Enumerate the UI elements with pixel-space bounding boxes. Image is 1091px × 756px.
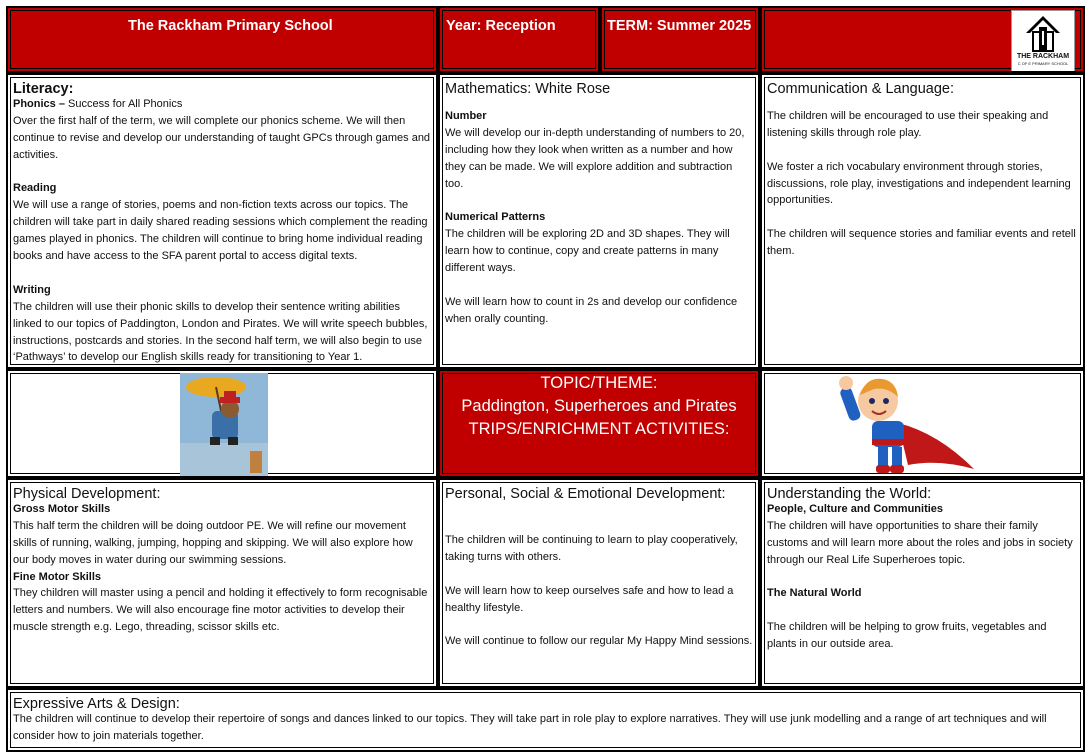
people-text: The children will have opportunities to share their family customs and will learn more about the roles and jobs in society through our Real Life Superheroes topic. bbox=[767, 519, 1073, 566]
topic-theme: Paddington, Superheroes and Pirates bbox=[461, 397, 737, 415]
psed-para-3: We will continue to follow our regular My Happy Mind sessions. bbox=[445, 635, 753, 648]
phonics-label: Phonics – bbox=[13, 97, 65, 110]
people-heading: People, Culture and Communities bbox=[767, 502, 944, 515]
reading-heading: Reading bbox=[13, 182, 57, 195]
paddington-bear-icon bbox=[180, 373, 268, 477]
writing-heading: Writing bbox=[13, 283, 51, 296]
school-logo bbox=[1011, 10, 1075, 73]
world-title: Understanding the World: bbox=[767, 486, 932, 502]
psed-title: Personal, Social & Emotional Development: bbox=[445, 486, 726, 502]
psed-para-2: We will learn how to keep ourselves safe and how to lead a healthy lifestyle. bbox=[445, 584, 734, 614]
natural-text: The children will be helping to grow fruits, vegetables and plants in our outside area. bbox=[767, 621, 1047, 651]
school-name: The Rackham Primary School bbox=[128, 18, 333, 34]
trips-heading: TRIPS/ENRICHMENT ACTIVITIES: bbox=[468, 420, 730, 438]
header-year-cell bbox=[438, 6, 600, 73]
year-label: Year: Reception bbox=[446, 18, 556, 34]
arts-cell bbox=[6, 688, 1085, 752]
world-cell bbox=[760, 478, 1085, 688]
literacy-title: Literacy: bbox=[13, 81, 74, 97]
reading-text: We will use a range of stories, poems and non-fiction texts across our topics. The children will take part in daily shared reading sessions which complement the reading games played in phonics. The children will continue to bring home individual reading books and have access to the SFA parent portal to access digital texts. bbox=[13, 199, 428, 263]
header-logo-cell bbox=[760, 6, 1085, 73]
writing-text: The children will use their phonic skills to develop their sentence writing abilities linked to our topics of Paddington, London and Pirates. We will write speech bubbles, instructions, postcards and stories. In the second half term, we will also begin to use ‘Pathways’ to develop our English skills ready for transitioning to Year 1. bbox=[13, 300, 428, 364]
communication-cell bbox=[760, 73, 1085, 369]
number-text: We will develop our in-depth understanding of numbers to 20, including how they look when written as a number and how they can be made. We will explore addition and subtraction too. bbox=[445, 126, 745, 190]
fine-motor-text: They children will master using a pencil and holding it effectively to form recognisable letters and numbers. We will also encourage fine motor activities to develop their muscle strength e.g. Lego, threading, scissor skills etc. bbox=[13, 587, 428, 634]
communication-para-3: The children will sequence stories and familiar events and retell them. bbox=[767, 228, 1076, 258]
physical-cell bbox=[6, 478, 438, 688]
logo-name: THE RACKHAM bbox=[1016, 53, 1070, 60]
patterns-heading: Numerical Patterns bbox=[445, 211, 546, 224]
phonics-heading bbox=[13, 96, 431, 113]
psed-cell bbox=[438, 478, 760, 688]
header-term-cell bbox=[600, 6, 760, 73]
psed-para-1: The children will be continuing to learn to play cooperatively, taking turns with others. bbox=[445, 533, 738, 563]
gross-motor-heading: Gross Motor Skills bbox=[13, 502, 111, 515]
arts-title: Expressive Arts & Design: bbox=[13, 696, 180, 712]
church-icon bbox=[1023, 13, 1063, 53]
communication-title: Communication & Language: bbox=[767, 81, 955, 97]
counting-text: We will learn how to count in 2s and develop our confidence when orally counting. bbox=[445, 295, 738, 325]
maths-title: Mathematics: White Rose bbox=[445, 81, 611, 97]
physical-title: Physical Development: bbox=[13, 486, 161, 502]
fine-motor-heading: Fine Motor Skills bbox=[13, 570, 102, 583]
superhero-cell bbox=[760, 369, 1085, 478]
term-label: TERM: Summer 2025 bbox=[607, 18, 752, 34]
number-heading: Number bbox=[445, 109, 487, 122]
patterns-text: The children will be exploring 2D and 3D shapes. They will learn how to continue, copy and create patterns in many different ways. bbox=[445, 228, 730, 275]
gross-motor-text: This half term the children will be doing outdoor PE. We will refine our movement skills of running, walking, jumping, hopping and skipping. We will also explore how our body moves in water during our swimming sessions. bbox=[13, 519, 413, 566]
communication-para-1: The children will be encouraged to use their speaking and listening skills through role play. bbox=[767, 109, 1049, 139]
superhero-icon bbox=[838, 373, 978, 477]
paddington-cell bbox=[6, 369, 438, 478]
header-school-cell bbox=[6, 6, 438, 73]
topic-heading: TOPIC/THEME: bbox=[540, 374, 658, 392]
communication-para-2: We foster a rich vocabulary environment through stories, discussions, role play, investigations and independent learning opportunities. bbox=[767, 160, 1071, 207]
phonics-scheme: Success for All Phonics bbox=[64, 97, 183, 110]
arts-text: The children will continue to develop their repertoire of songs and dances linked to our topics. They will take part in role play to explore narratives. They will use junk modelling and a range of art techniques and will consider how to join materials together. bbox=[13, 712, 1047, 742]
natural-heading: The Natural World bbox=[767, 587, 862, 600]
logo-subtitle: C OF E PRIMARY SCHOOL bbox=[1017, 61, 1069, 66]
maths-cell bbox=[438, 73, 760, 369]
phonics-text: Over the first half of the term, we will complete our phonics scheme. We will then continue to revise and develop our understanding of taught GPCs through games and activities. bbox=[13, 114, 431, 161]
topic-cell bbox=[438, 369, 760, 478]
literacy-cell bbox=[6, 73, 438, 369]
